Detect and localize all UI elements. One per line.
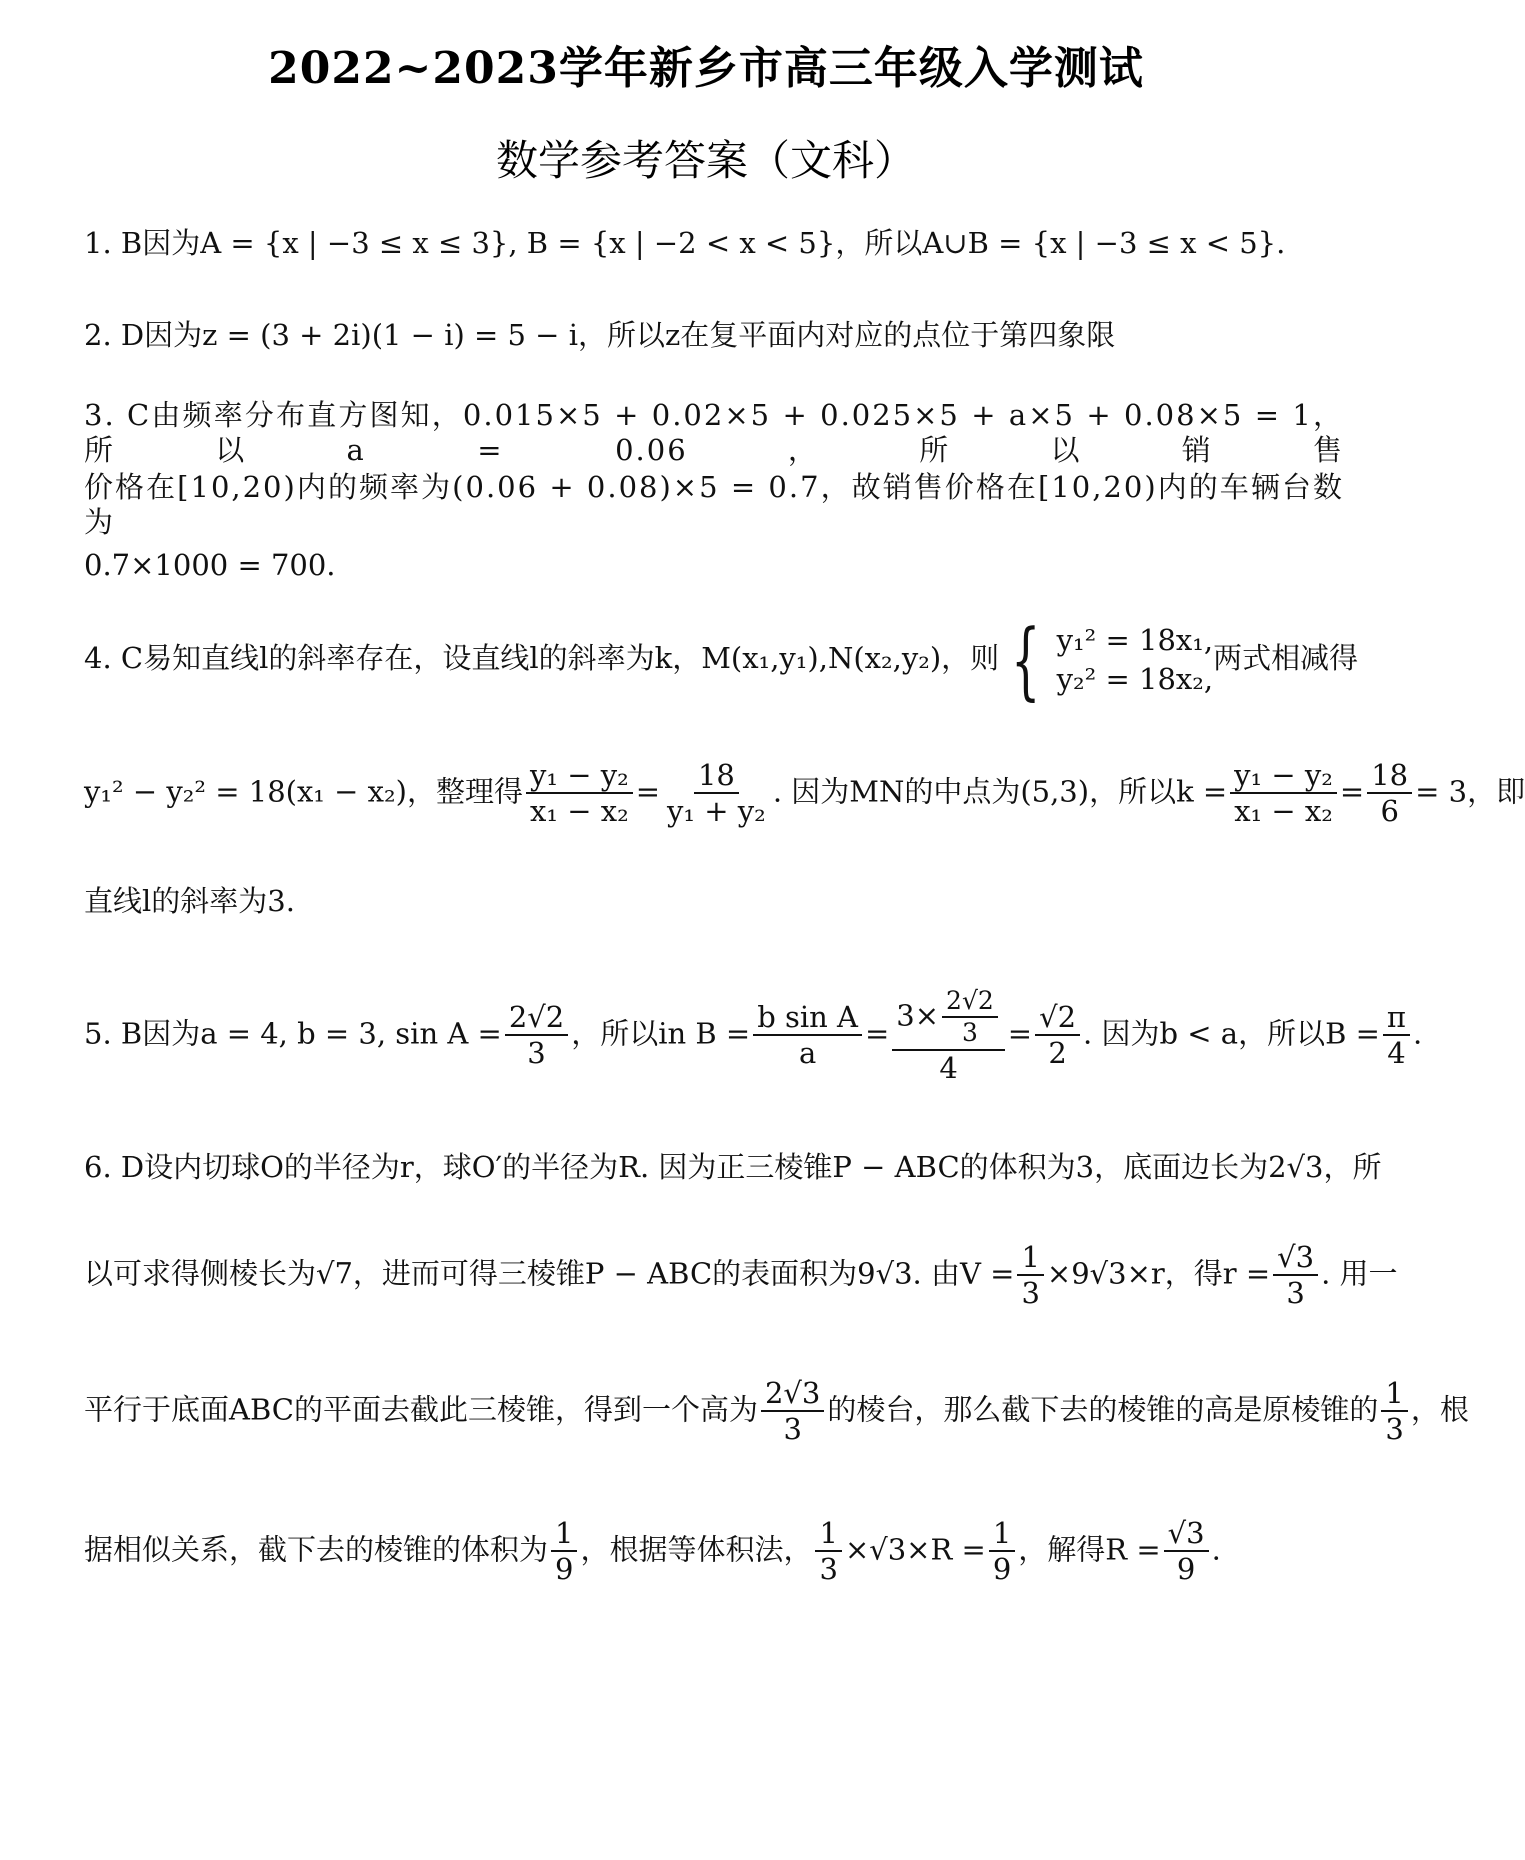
- fraction: [1273, 1242, 1318, 1309]
- answer-4-line-1: [84, 611, 1359, 709]
- answer-2: 2. D因为z = (3 + 2i)(1 − i) = 5 − i，所以z在复平面内对应的点位于第四象限: [84, 318, 1116, 352]
- system-eq-1: y₁² = 18x₁,: [1056, 622, 1214, 657]
- numerator: 1: [1381, 1378, 1407, 1412]
- numerator: 2√3: [761, 1378, 824, 1412]
- answer-4-text-b: 两式相减得: [1213, 641, 1359, 675]
- denominator: 4: [1387, 1036, 1406, 1071]
- denominator: 3: [1021, 1276, 1040, 1311]
- numerator: 1: [551, 1518, 577, 1552]
- compound-fraction: [892, 988, 1005, 1083]
- numerator: 2√2: [942, 988, 998, 1018]
- denominator: 9: [555, 1552, 574, 1587]
- numerator: √3: [1164, 1518, 1209, 1552]
- numerator: 18: [1367, 760, 1412, 794]
- denominator: 9: [992, 1552, 1012, 1587]
- equals-sign: =: [1339, 774, 1365, 809]
- answer-6-text-c: . 用一: [1321, 1256, 1398, 1291]
- fraction: [761, 1378, 824, 1445]
- fraction: [1367, 760, 1412, 827]
- answer-6-text-b: ×9√3×r，得r =: [1046, 1256, 1271, 1291]
- denominator: 3: [527, 1036, 546, 1071]
- fraction: [1383, 1002, 1410, 1069]
- answer-6-line-2: [84, 1240, 1398, 1311]
- page-title: 2022~2023学年新乡市高三年级入学测试: [268, 43, 1144, 94]
- numerator: 1: [815, 1518, 841, 1552]
- answer-6-text-d: 平行于底面ABC的平面去截此三棱锥，得到一个高为: [84, 1392, 758, 1427]
- fraction: [753, 1002, 862, 1069]
- equals-sign: =: [1007, 1016, 1033, 1051]
- answer-6-text-g: 据相似关系，截下去的棱锥的体积为: [84, 1532, 549, 1567]
- denominator: a: [798, 1036, 817, 1071]
- numerator: 1: [1017, 1242, 1043, 1276]
- denominator: x₁ − x₂: [1234, 794, 1333, 829]
- fraction: [1230, 760, 1337, 827]
- equals-sign: =: [864, 1016, 890, 1051]
- denominator: 6: [1380, 794, 1399, 829]
- answer-4-line-2: [84, 758, 1525, 829]
- denominator: 3: [1385, 1412, 1404, 1447]
- fraction: [551, 1518, 577, 1585]
- equation-system: [999, 611, 1214, 709]
- numerator: y₁ − y₂: [1230, 760, 1337, 794]
- answer-3-line-2: 价格在[10,20)内的频率为(0.06 + 0.08)×5 = 0.7，故销售价格在[10,20)内的车辆台数为: [84, 470, 1344, 539]
- equals-sign: =: [635, 774, 661, 809]
- denominator: 3: [783, 1412, 802, 1447]
- fraction: [1164, 1518, 1209, 1585]
- answer-6-text-a: 以可求得侧棱长为√7，进而可得三棱锥P − ABC的表面积为9√3. 由V =: [84, 1256, 1015, 1291]
- denominator: y₁ + y₂: [667, 794, 766, 829]
- denominator: 3: [961, 1018, 978, 1048]
- fraction: [1035, 1002, 1080, 1069]
- answer-5-text-a: 5. B因为a = 4, b = 3, sin A =: [84, 1016, 502, 1051]
- answer-4-text-e: = 3，即: [1415, 774, 1525, 809]
- answer-4-text-c: y₁² − y₂² = 18(x₁ − x₂)，整理得: [84, 774, 523, 809]
- inner-fraction: [942, 988, 998, 1047]
- numerator: π: [1383, 1002, 1410, 1036]
- denominator: 3: [819, 1552, 838, 1587]
- numerator-factor: 3×: [896, 998, 940, 1033]
- fraction: [663, 760, 770, 827]
- numerator: √3: [1273, 1242, 1318, 1276]
- numerator: √2: [1035, 1002, 1080, 1036]
- answer-1: 1. B因为A = {x | −3 ≤ x ≤ 3}, B = {x | −2 < x < 5}，所以A∪B = {x | −3 ≤ x < 5}.: [84, 226, 1286, 260]
- answer-5: [84, 986, 1423, 1085]
- answer-4-text-d: . 因为MN的中点为(5,3)，所以k =: [772, 774, 1228, 809]
- answer-5-text-b: ，所以in B =: [571, 1016, 751, 1051]
- numerator: y₁ − y₂: [526, 760, 633, 794]
- answer-6-line-4: [84, 1518, 1344, 1585]
- page-subtitle: 数学参考答案（文科）: [495, 136, 916, 185]
- answer-3-line-1: 3. C由频率分布直方图知，0.015×5 + 0.02×5 + 0.025×5 + a×5 + 0.08×5 = 1，所以a = 0.06，所以销售: [84, 398, 1344, 467]
- answer-6-text-e: 的棱台，那么截下去的棱锥的高是原棱锥的: [827, 1392, 1379, 1427]
- denominator: 3: [1286, 1276, 1305, 1311]
- numerator: 1: [989, 1518, 1015, 1552]
- fraction: [505, 1002, 568, 1069]
- numerator: b sin A: [753, 1002, 862, 1036]
- denominator: 9: [1176, 1552, 1196, 1587]
- numerator: 2√2: [505, 1002, 568, 1036]
- system-eq-2: y₂² = 18x₂,: [1056, 662, 1214, 696]
- answer-5-text-c: . 因为b < a，所以B =: [1083, 1016, 1380, 1051]
- numerator: 18: [694, 760, 739, 794]
- fraction: [815, 1518, 841, 1585]
- fraction: [1381, 1378, 1407, 1445]
- answer-6-line-1: 6. D设内切球O的半径为r，球O′的半径为R. 因为正三棱锥P − ABC的体积为3，底面边长为2√3，所: [84, 1150, 1382, 1184]
- denominator: 2: [1048, 1036, 1067, 1071]
- fraction: [526, 760, 633, 827]
- numerator: [892, 988, 1005, 1051]
- answer-6-text-f: ，根: [1410, 1392, 1469, 1427]
- answer-4-text-a: 4. C易知直线l的斜率存在，设直线l的斜率为k，M(x₁,y₁),N(x₂,y₂)，则: [84, 641, 1000, 675]
- fraction: [1017, 1242, 1043, 1309]
- period: .: [1211, 1532, 1221, 1567]
- answer-6-text-i: ×√3×R =: [844, 1532, 986, 1567]
- denominator: x₁ − x₂: [530, 794, 629, 829]
- answer-6-line-3: [84, 1376, 1469, 1447]
- period: .: [1412, 1016, 1423, 1051]
- answer-4-line-3: 直线l的斜率为3.: [84, 884, 295, 918]
- denominator: 4: [939, 1050, 958, 1085]
- answer-3-line-3: 0.7×1000 = 700.: [84, 548, 336, 582]
- answer-6-text-h: ，根据等体积法，: [580, 1532, 813, 1567]
- fraction: [989, 1518, 1015, 1585]
- answer-6-text-j: ，解得R =: [1018, 1532, 1161, 1567]
- left-brace-icon: {: [1011, 611, 1041, 709]
